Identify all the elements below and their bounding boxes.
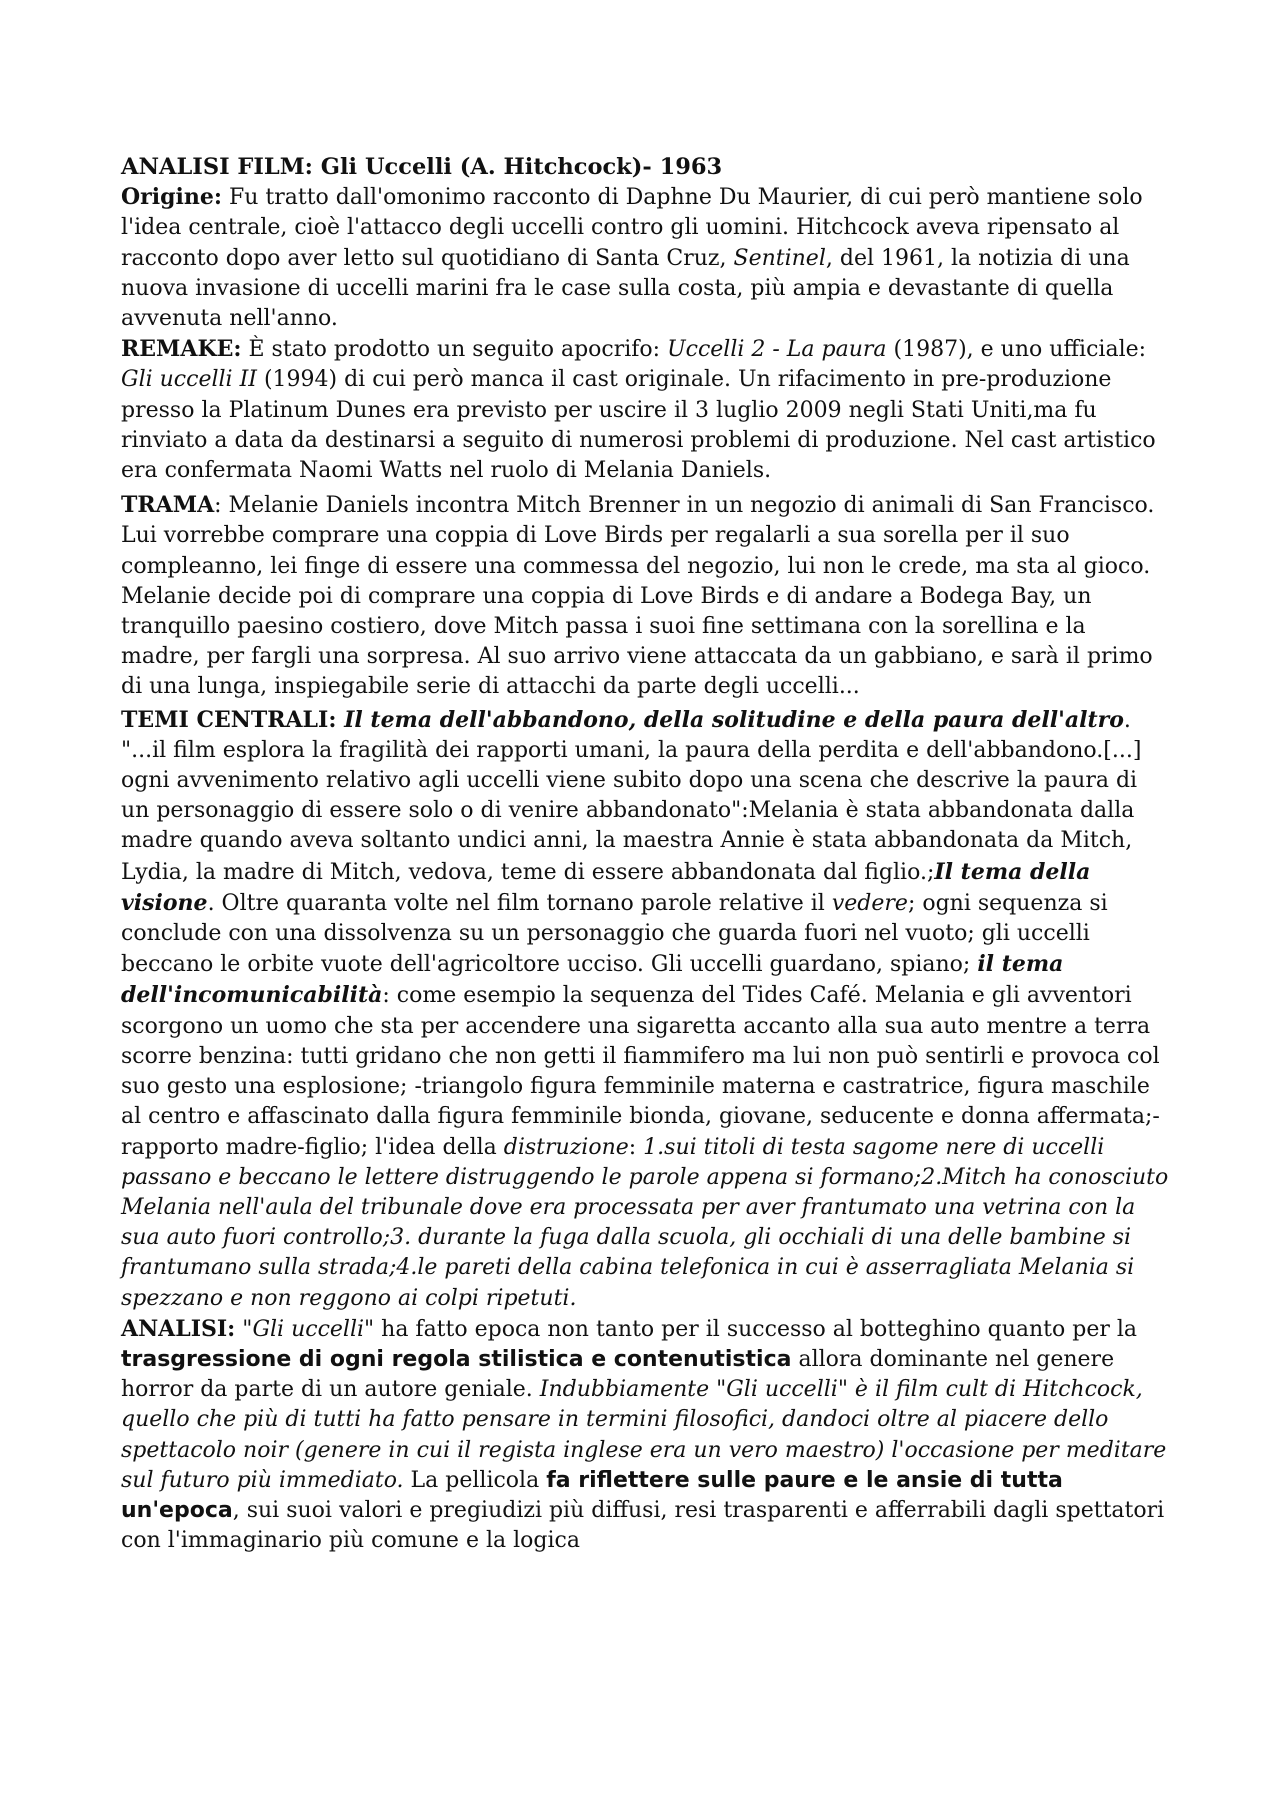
temi-label: TEMI CENTRALI: bbox=[121, 706, 345, 733]
temi-theme-abbandono: Il tema dell'abbandono, della solitudine e della paura dell'altro bbox=[344, 706, 1124, 733]
analisi-text-3: allora dominante nel genere horror da parte di un autore geniale. bbox=[121, 1346, 1115, 1403]
temi-text-2: . Oltre quaranta volte nel film tornano parole relative il bbox=[207, 890, 832, 916]
paragraph-temi-centrali bbox=[121, 705, 1171, 1314]
temi-italic-list: 1.sui titoli di testa sagome nere di uccelli passano e beccano le lettere distruggendo le parole appena si formano;2.Mitch ha conosciuto Melania nell'aula del tribunale dove era processata per aver frantumato una vetrina con la sua auto fuori controllo;3. durante la fuga dalla scuola, gli occhiali di una delle bambine si frantumano sulla strada;4.le pareti della cabina telefonica in cui è asserragliata Melania si spezzano e non reggono ai colpi ripetuti. bbox=[121, 1134, 1169, 1311]
temi-vedere: vedere bbox=[831, 890, 908, 916]
temi-text-4: : come esempio la sequenza del Tides Café. Melania e gli avventori scorgono un uomo che sta per accendere una sigaretta accanto alla sua auto mentre a terra scorre benzina: tutti gridano che non getti il fiammifero ma lui non può sentirli e provoca col suo gesto una esplosione; -triangolo figura femminile materna e castratrice, figura maschile al centro e affascinato dalla figura femminile bionda, giovane, seducente e donna affermata;-rapporto madre-figlio; l'idea della bbox=[121, 983, 1160, 1160]
document-page bbox=[121, 152, 1171, 1556]
paragraph-remake bbox=[121, 334, 1171, 486]
temi-distruzione: distruzione bbox=[503, 1134, 629, 1160]
paragraph-analisi bbox=[121, 1314, 1171, 1557]
document-title: ANALISI FILM: Gli Uccelli (A. Hitchcock)- 1963 bbox=[121, 154, 723, 180]
analisi-italic-cult: Indubbiamente "Gli uccelli" è il film cult di Hitchcock, quello che più di tutti ha fatto pensare in termini filosofici, dandoci oltre al piacere dello spettacolo noir (genere in cui il regista inglese era un vero maestro) l'occasione per meditare sul futuro più immediato. bbox=[121, 1377, 1167, 1493]
analisi-bold-paure: fa riflettere sulle paure e le ansie di tutta un'epoca bbox=[121, 1467, 1063, 1523]
paragraph-trama bbox=[121, 490, 1171, 702]
analisi-text-4: La pellicola bbox=[403, 1467, 547, 1493]
analisi-film-title: Gli uccelli bbox=[252, 1316, 365, 1342]
origine-label: Origine: bbox=[121, 184, 222, 211]
temi-theme-incomunicabilita: il tema dell'incomunicabilità bbox=[121, 951, 1064, 1009]
trama-text: : Melanie Daniels incontra Mitch Brenner in un negozio di animali di San Francisco. Lui vorrebbe comprare una coppia di Love Birds per regalarli a sua sorella per il suo compleanno, lei finge di essere una commessa del negozio, lui non le crede, ma sta al gioco. Melanie decide poi di comprare una coppia di Love Birds e di andare a Bodega Bay, un tranquillo paesino costiero, dove Mitch passa i suoi fine settimana con la sorellina e la madre, per fargli una sorpresa. Al suo arrivo viene attaccata da un gabbiano, e sarà il primo di una lunga, inspiegabile serie di attacchi da parte degli uccelli... bbox=[121, 493, 1155, 700]
paragraph-origine bbox=[121, 182, 1171, 334]
origine-newspaper: Sentinel bbox=[733, 245, 826, 271]
trama-label: TRAMA bbox=[121, 492, 215, 519]
analisi-bold-trasgressione: trasgressione di ogni regola stilistica e contenutistica bbox=[121, 1346, 792, 1372]
analisi-text-5: , sui suoi valori e pregiudizi più diffusi, resi trasparenti e afferrabili dagli spettatori con l'immaginario più comune e la logica bbox=[121, 1497, 1165, 1554]
temi-text-1: . "...il film esplora la fragilità dei rapporti umani, la paura della perdita e dell'abbandono.[...] ogni avvenimento relativo agli uccelli viene subito dopo una scena che descrive la paura di un personaggio di essere solo o di venire abbandonato":Melania è stata abbandonata dalla madre quando aveva soltanto undici anni, la maestra Annie è stata abbandonata da Mitch, Lydia, la madre di Mitch, vedova, teme di essere abbandonata dal figlio.; bbox=[121, 707, 1142, 885]
temi-theme-visione: Il tema della visione bbox=[121, 858, 1091, 916]
remake-text-1: È stato prodotto un seguito apocrifo: bbox=[241, 337, 668, 363]
temi-text-3: ; ogni sequenza si conclude con una dissolvenza su un personaggio che guarda fuori nel vuoto; gli uccelli beccano le orbite vuote dell'agricoltore ucciso. Gli uccelli guardano, spiano; bbox=[121, 890, 1108, 978]
analisi-text-2: " ha fatto epoca non tanto per il successo al botteghino quanto per la bbox=[364, 1316, 1138, 1342]
remake-sequel-title: Uccelli 2 - La paura bbox=[667, 337, 887, 363]
remake-text-2: (1987), e uno ufficiale: bbox=[886, 337, 1147, 363]
origine-text-2: , del 1961, la notizia di una nuova invasione di uccelli marini fra le case sulla costa, più ampia e devastante di quella avvenuta nell'anno. bbox=[121, 245, 1130, 332]
temi-text-5: : bbox=[628, 1134, 644, 1160]
remake-official-title: Gli uccelli II bbox=[121, 367, 257, 393]
remake-label: REMAKE: bbox=[121, 336, 242, 363]
analisi-label: ANALISI: bbox=[121, 1315, 236, 1342]
remake-text-3: (1994) di cui però manca il cast originale. Un rifacimento in pre-produzione presso la Platinum Dunes era previsto per uscire il 3 luglio 2009 negli Stati Uniti,ma fu rinviato a data da destinarsi a seguito di numerosi problemi di produzione. Nel cast artistico era confermata Naomi Watts nel ruolo di Melania Daniels. bbox=[121, 367, 1156, 484]
analisi-text-1: " bbox=[235, 1316, 253, 1342]
origine-text-1: Fu tratto dall'omonimo racconto di Daphne Du Maurier, di cui però mantiene solo l'idea centrale, cioè l'attacco degli uccelli contro gli uomini. Hitchcock aveva ripensato al racconto dopo aver letto sul quotidiano di Santa Cruz, bbox=[121, 185, 1143, 271]
